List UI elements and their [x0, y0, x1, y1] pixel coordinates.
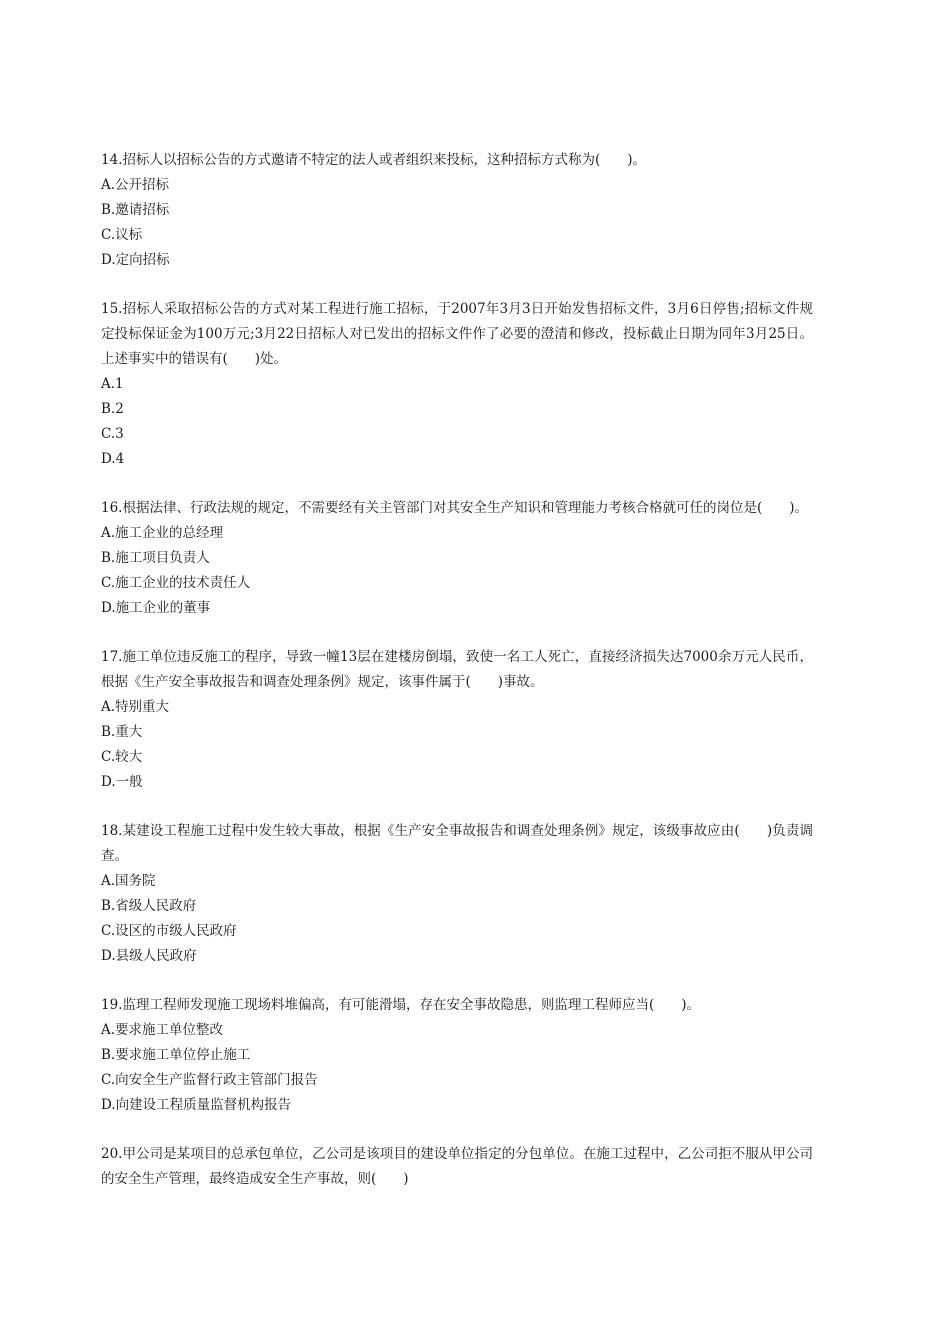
option-list [101, 695, 813, 795]
option-list [101, 869, 813, 969]
option-c: C.议标 [101, 227, 143, 243]
option-b: B.邀请招标 [101, 202, 170, 218]
option-a: A.国务院 [101, 873, 156, 889]
option-list [101, 1018, 813, 1118]
option-a: A.公开招标 [101, 177, 170, 193]
option-d: D.施工企业的董事 [101, 600, 211, 616]
question-14 [101, 148, 813, 273]
option-a: A.要求施工单位整改 [101, 1022, 224, 1038]
question-17 [101, 645, 813, 795]
option-d: D.4 [101, 451, 125, 467]
option-a: A.特别重大 [101, 699, 170, 715]
question-stem: 15.招标人采取招标公告的方式对某工程进行施工招标，于2007年3月3日开始发售招标文件，3月6日停售;招标文件规定投标保证金为100万元;3月22日招标人对已发出的招标文件作了必要的澄清和修改，投标截止日期为同年3月25日。上述事实中的错误有( )处。 [101, 301, 813, 367]
question-stem: 19.监理工程师发现施工现场料堆偏高，有可能滑塌，存在安全事故隐患，则监理工程师应当( )。 [101, 997, 701, 1013]
question-list [101, 148, 813, 1216]
option-c: C.向安全生产监督行政主管部门报告 [101, 1072, 318, 1088]
option-b: B.省级人民政府 [101, 898, 197, 914]
option-a: A.1 [101, 376, 124, 392]
option-c: C.较大 [101, 749, 143, 765]
option-list [101, 173, 813, 273]
question-stem: 16.根据法律、行政法规的规定，不需要经有关主管部门对其安全生产知识和管理能力考核合格就可任的岗位是( )。 [101, 500, 809, 516]
question-20 [101, 1142, 813, 1192]
option-list [101, 521, 813, 621]
option-c: C.设区的市级人民政府 [101, 923, 237, 939]
option-c: C.3 [101, 426, 124, 442]
question-16 [101, 496, 813, 621]
option-b: B.施工项目负责人 [101, 550, 210, 566]
question-stem: 20.甲公司是某项目的总承包单位，乙公司是该项目的建设单位指定的分包单位。在施工过程中，乙公司拒不服从甲公司的安全生产管理，最终造成安全生产事故，则( ) [101, 1146, 813, 1187]
option-c: C.施工企业的技术责任人 [101, 575, 251, 591]
option-d: D.向建设工程质量监督机构报告 [101, 1097, 292, 1113]
question-19 [101, 993, 813, 1118]
question-18 [101, 819, 813, 969]
option-b: B.要求施工单位停止施工 [101, 1047, 251, 1063]
question-15 [101, 297, 813, 472]
option-a: A.施工企业的总经理 [101, 525, 224, 541]
option-list [101, 372, 813, 472]
question-stem: 17.施工单位违反施工的程序，导致一幢13层在建楼房倒塌，致使一名工人死亡，直接经济损失达7000余万元人民币，根据《生产安全事故报告和调查处理条例》规定，该事件属于( )事故。 [101, 649, 813, 690]
option-d: D.县级人民政府 [101, 948, 197, 964]
question-stem: 18.某建设工程施工过程中发生较大事故，根据《生产安全事故报告和调查处理条例》规定，该级事故应由( )负责调查。 [101, 823, 813, 864]
option-b: B.2 [101, 401, 124, 417]
option-b: B.重大 [101, 724, 143, 740]
question-stem: 14.招标人以招标公告的方式邀请不特定的法人或者组织来投标，这种招标方式称为( )。 [101, 152, 647, 168]
option-d: D.一般 [101, 774, 143, 790]
option-d: D.定向招标 [101, 252, 170, 268]
